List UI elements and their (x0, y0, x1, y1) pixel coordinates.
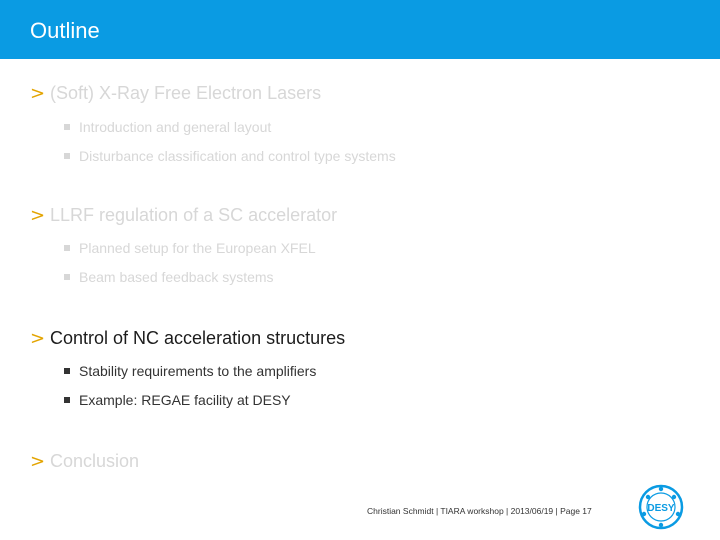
subitem-label: Introduction and general layout (79, 119, 272, 135)
subitem-label: Beam based feedback systems (79, 269, 274, 285)
logo-dot (659, 523, 663, 527)
logo-dot (646, 495, 650, 499)
section-title: (Soft) X-Ray Free Electron Lasers (50, 83, 322, 103)
square-bullet-icon (64, 274, 70, 280)
square-bullet-icon (64, 124, 70, 130)
logo-text: DESY (647, 503, 675, 514)
subitem-label: Stability requirements to the amplifiers (79, 363, 317, 379)
outline-section-nc (30, 327, 345, 350)
slide-header (0, 0, 720, 59)
outline-subitem (64, 268, 274, 286)
slide-title: Outline (30, 18, 100, 43)
outline-section-conclusion (30, 450, 139, 473)
outline-section-llrf (30, 204, 337, 227)
logo-dot (676, 512, 680, 516)
arrow-bullet-icon: > (30, 451, 46, 472)
slide-footer: Christian Schmidt | TIARA workshop | 2013/06/19 | Page 17 (367, 506, 592, 516)
square-bullet-icon (64, 397, 70, 403)
arrow-bullet-icon: > (30, 328, 46, 349)
arrow-bullet-icon: > (30, 205, 46, 226)
logo-dot (642, 512, 646, 516)
section-title: Conclusion (50, 451, 140, 471)
outline-subitem (64, 147, 396, 165)
section-title: Control of NC acceleration structures (50, 328, 346, 348)
logo-dot (672, 495, 676, 499)
subitem-label: Example: REGAE facility at DESY (79, 392, 291, 408)
outline-subitem (64, 118, 271, 136)
arrow-bullet-icon: > (30, 83, 46, 104)
square-bullet-icon (64, 245, 70, 251)
desy-logo (636, 484, 686, 530)
section-title: LLRF regulation of a SC accelerator (50, 205, 338, 225)
subitem-label: Planned setup for the European XFEL (79, 240, 316, 256)
square-bullet-icon (64, 368, 70, 374)
outline-subitem (64, 239, 316, 257)
outline-section-xfel (30, 82, 321, 105)
outline-subitem (64, 362, 316, 380)
outline-subitem (64, 391, 291, 409)
logo-dot (659, 487, 663, 491)
square-bullet-icon (64, 153, 70, 159)
subitem-label: Disturbance classification and control type systems (79, 148, 396, 164)
